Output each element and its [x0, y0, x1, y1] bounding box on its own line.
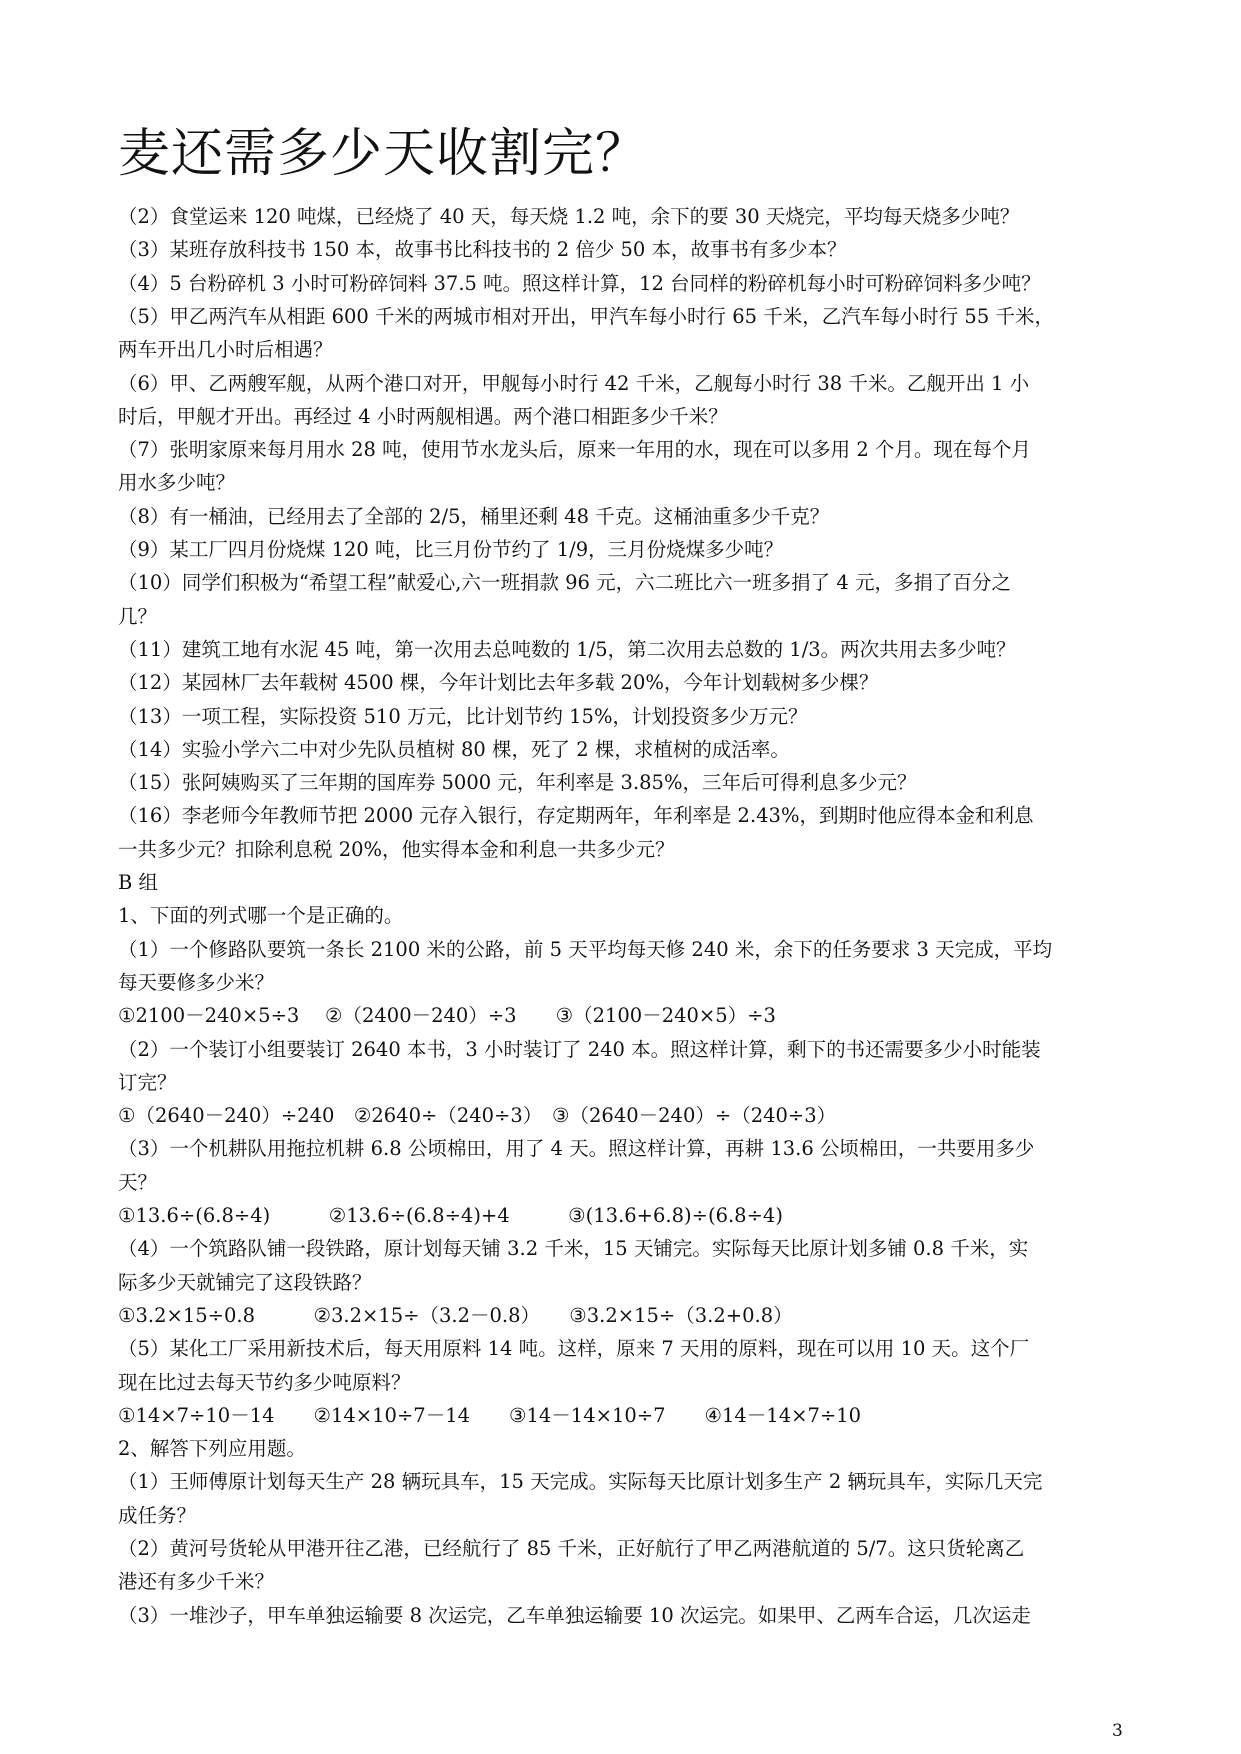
text-line: B 组 [118, 871, 159, 894]
text-line: （2）一个装订小组要装订 2640 本书，3 小时装订了 240 本。照这样计算，剩下的书还需要多少小时能装 [118, 1037, 1041, 1061]
text-line: （3）一个机耕队用拖拉机耕 6.8 公顷棉田，用了 4 天。照这样计算，再耕 13.6 公顷棉田，一共要用多少 [118, 1137, 1035, 1161]
text-line: （12）某园林厂去年载树 4500 棵，今年计划比去年多载 20%，今年计划载树多少棵？ [118, 671, 879, 695]
text-line: （1）一个修路队要筑一条长 2100 米的公路，前 5 天平均每天修 240 米，余下的任务要求 3 天完成，平均 [118, 937, 1053, 961]
text-line: （15）张阿姨购买了三年期的国库券 5000 元，年利率是 3.85%，三年后可得利息多少元？ [118, 771, 917, 795]
text-line: （1）王师傅原计划每天生产 28 辆玩具车，15 天完成。实际每天比原计划多生产 2 辆玩具车，实际几天完 [118, 1470, 1043, 1494]
text-line: 港还有多少千米？ [118, 1570, 275, 1594]
text-line: 一共多少元？扣除利息税 20%，他实得本金和利息一共多少元？ [118, 837, 675, 861]
text-line: 天？ [118, 1170, 158, 1194]
text-line: 每天要修多少米？ [118, 970, 275, 994]
text-line: （2）黄河号货轮从甲港开往乙港，已经航行了 85 千米，正好航行了甲乙两港航道的 5/7。这只货轮离乙 [118, 1537, 1025, 1560]
text-line: （11）建筑工地有水泥 45 吨，第一次用去总吨数的 1/5，第二次用去总数的 1/3。两次共用去多少吨？ [118, 637, 1016, 661]
text-line: （16）李老师今年教师节把 2000 元存入银行，存定期两年，年利率是 2.43%，到期时他应得本金和利息 [118, 804, 1034, 828]
text-line: （7）张明家原来每月用水 28 吨，使用节水龙头后，原来一年用的水，现在可以多用 2 个月。现在每个月 [118, 438, 1031, 462]
text-line: 时后，甲舰才开出。再经过 4 小时两舰相遇。两个港口相距多少千米？ [118, 404, 728, 428]
text-line: ①14×7÷10－14 ②14×10÷7－14 ③14－14×10÷7 ④14－14×7÷10 [118, 1403, 862, 1427]
text-line: （4）5 台粉碎机 3 小时可粉碎饲料 37.5 吨。照这样计算，12 台同样的粉碎机每小时可粉碎饲料多少吨？ [118, 271, 1041, 295]
text-line: 现在比过去每天节约多少吨原料？ [118, 1370, 411, 1394]
text-line: （3）某班存放科技书 150 本，故事书比科技书的 2 倍少 50 本，故事书有多少本？ [118, 238, 847, 262]
text-line: （5）甲乙两汽车从相距 600 千米的两城市相对开出，甲汽车每小时行 65 千米，乙汽车每小时行 55 千米， [118, 304, 1054, 328]
text-line: 2、解答下列应用题。 [118, 1437, 306, 1461]
text-line: （8）有一桶油，已经用去了全部的 2/5，桶里还剩 48 千克。这桶油重多少千克？ [118, 504, 830, 528]
text-line: 成任务？ [118, 1503, 197, 1527]
page-heading: 麦还需多少天收割完？ [118, 124, 649, 184]
text-line: 订完？ [118, 1070, 177, 1094]
text-line: ①（2640－240）÷240 ②2640÷（240÷3） ③（2640－240）÷（240÷3） [118, 1104, 837, 1128]
text-line: 际多少天就铺完了这段铁路？ [118, 1270, 372, 1294]
text-line: （5）某化工厂采用新技术后，每天用原料 14 吨。这样，原来 7 天用的原料，现在可以用 10 天。这个厂 [118, 1337, 1030, 1361]
text-line: （3）一堆沙子，甲车单独运输要 8 次运完，乙车单独运输要 10 次运完。如果甲、乙两车合运，几次运走 [118, 1603, 1031, 1627]
text-line: （10）同学们积极为“希望工程”献爱心,六一班捐款 96 元，六二班比六一班多捐了 4 元，多捐了百分之 [118, 571, 1011, 595]
text-line: （14）实验小学六二中对少先队员植树 80 棵，死了 2 棵，求植树的成活率。 [118, 737, 790, 761]
text-line: ①13.6÷(6.8÷4) ②13.6÷(6.8÷4)+4 ③(13.6+6.8)÷(6.8÷4) [118, 1204, 783, 1227]
text-line: 用水多少吨？ [118, 471, 236, 495]
text-line: （4）一个筑路队铺一段铁路，原计划每天铺 3.2 千米，15 天铺完。实际每天比原计划多铺 0.8 千米，实 [118, 1237, 1029, 1261]
text-line: （2）食堂运来 120 吨煤，已经烧了 40 天，每天烧 1.2 吨，余下的要 30 天烧完，平均每天烧多少吨？ [118, 205, 1020, 228]
text-line: （6）甲、乙两艘军舰，从两个港口对开，甲舰每小时行 42 千米，乙舰每小时行 38 千米。乙舰开出 1 小 [118, 371, 1030, 395]
text-line: 几？ [118, 604, 158, 628]
text-line: 1、下面的列式哪一个是正确的。 [118, 904, 404, 928]
text-line: 两车开出几小时后相遇？ [118, 338, 333, 362]
text-line: ①3.2×15÷0.8 ②3.2×15÷（3.2－0.8） ③3.2×15÷（3.2+0.8） [118, 1303, 793, 1327]
page-number: 3 [1112, 1721, 1123, 1741]
text-line: （13）一项工程，实际投资 510 万元，比计划节约 15%，计划投资多少万元？ [118, 704, 808, 728]
text-line: （9）某工厂四月份烧煤 120 吨，比三月份节约了 1/9，三月份烧煤多少吨？ [118, 538, 784, 561]
text-line: ①2100－240×5÷3 ②（2400－240）÷3 ③（2100－240×5）÷3 [118, 1004, 776, 1028]
